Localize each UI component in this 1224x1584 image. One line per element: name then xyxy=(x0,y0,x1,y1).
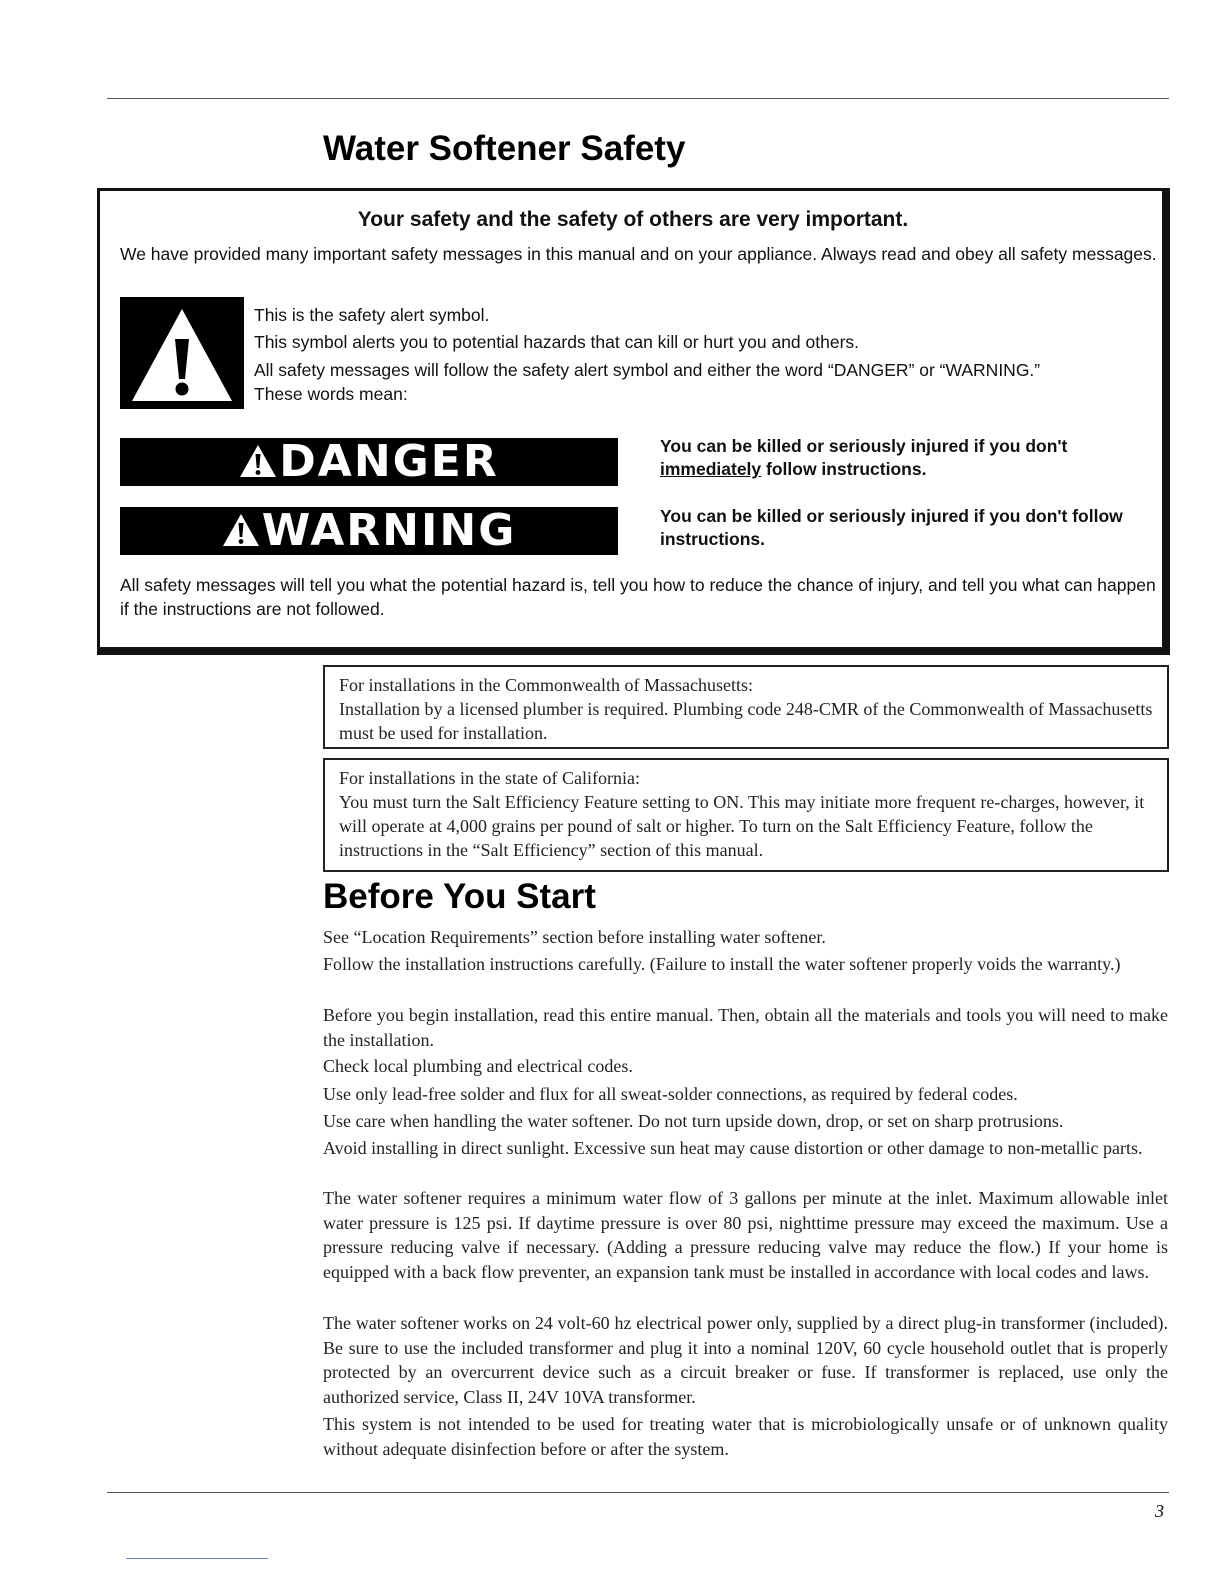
paragraph-electrical: The water softener works on 24 volt-60 hz electrical power only, supplied by a direct plug-in transformer (included). Be sure to use the included transformer and plug it into a nominal 120V, 60 cycle household outlet that is properly protected by an overcurrent device such as a circuit breaker or fuse. If transformer is replaced, use only the authorized service, Class II, 24V 10VA transformer. xyxy=(323,1313,1168,1407)
footer-link-line xyxy=(126,1558,268,1559)
alert-line-hazards: This symbol alerts you to potential hazards that can kill or hurt you and others. xyxy=(254,332,860,352)
paragraph-handling: Use care when handling the water softener. Do not turn upside down, drop, or set on sharp protrusions. xyxy=(323,1111,1064,1131)
massachusetts-note xyxy=(323,665,1169,749)
alert-line-symbol: This is the safety alert symbol. xyxy=(254,305,490,325)
california-note xyxy=(323,758,1169,872)
massachusetts-note-body: Installation by a licensed plumber is required. Plumbing code 248-CMR of the Commonwealth of Massachusetts must be used for installation. xyxy=(339,699,1153,743)
alert-line-words: All safety messages will follow the safety alert symbol and either the word “DANGER” or “WARNING.” These words mean: xyxy=(254,360,1041,404)
page-title: Water Softener Safety xyxy=(323,129,686,168)
danger-label: DANGER xyxy=(279,436,499,487)
paragraph-location: See “Location Requirements” section before installing water softener. xyxy=(323,927,826,947)
danger-sign xyxy=(120,438,618,486)
danger-text-underlined: immediately xyxy=(660,459,762,479)
safety-heading: Your safety and the safety of others are very important. xyxy=(357,208,909,231)
danger-text-post: follow instructions. xyxy=(766,459,927,479)
danger-text-pre: You can be killed or seriously injured if you don't xyxy=(660,436,1068,456)
massachusetts-note-heading: For installations in the Commonwealth of Massachusetts: xyxy=(339,675,753,695)
paragraph-microbiological: This system is not intended to be used for treating water that is microbiologically unsafe or of unknown quality without adequate disinfection before or after the system. xyxy=(323,1414,1168,1459)
page-number: 3 xyxy=(1155,1501,1164,1521)
safety-intro: We have provided many important safety messages in this manual and on your appliance. Always read and obey all safety messages. xyxy=(120,244,1157,264)
california-note-body: You must turn the Salt Efficiency Feature setting to ON. This may initiate more frequent re-charges, however, it will operate at 4,000 grains per pound of salt or higher. To turn on the Salt Efficiency Feature, follow the instructions in the “Salt Efficiency” section of this manual. xyxy=(339,792,1145,860)
section-title: Before You Start xyxy=(323,877,596,916)
paragraph-check-codes: Check local plumbing and electrical codes. xyxy=(323,1056,633,1076)
danger-description xyxy=(660,435,1150,481)
top-rule xyxy=(107,98,1169,99)
paragraph-water-flow: The water softener requires a minimum water flow of 3 gallons per minute at the inlet. Maximum allowable inlet water pressure is 125 psi. If daytime pressure is over 80 psi, nighttime pressure may exceed the maximum. Use a pressure reducing valve if necessary. (Adding a pressure reducing valve may reduce the flow.) If your home is equipped with a back flow preventer, an expansion tank must be installed in accordance with local codes and laws. xyxy=(323,1188,1168,1282)
safety-alert-icon xyxy=(120,297,244,409)
bottom-rule xyxy=(107,1492,1169,1493)
california-note-heading: For installations in the state of California: xyxy=(339,768,640,788)
safety-closing: All safety messages will tell you what the potential hazard is, tell you how to reduce the chance of injury, and tell you what can happen if the instructions are not followed. xyxy=(120,575,1156,619)
paragraph-follow-instructions: Follow the installation instructions carefully. (Failure to install the water softener properly voids the warranty.) xyxy=(323,954,1121,974)
paragraph-sunlight: Avoid installing in direct sunlight. Excessive sun heat may cause distortion or other damage to non-metallic parts. xyxy=(323,1138,1143,1158)
warning-description: You can be killed or seriously injured if you don't follow instructions. xyxy=(660,506,1123,549)
warning-alert-icon xyxy=(222,513,260,547)
paragraph-read-manual: Before you begin installation, read this entire manual. Then, obtain all the materials and tools you will need to make the installation. xyxy=(323,1005,1168,1050)
warning-sign xyxy=(120,507,618,555)
danger-alert-icon xyxy=(239,444,277,478)
warning-label: WARNING xyxy=(261,505,517,556)
paragraph-solder: Use only lead-free solder and flux for all sweat-solder connections, as required by federal codes. xyxy=(323,1084,1018,1104)
